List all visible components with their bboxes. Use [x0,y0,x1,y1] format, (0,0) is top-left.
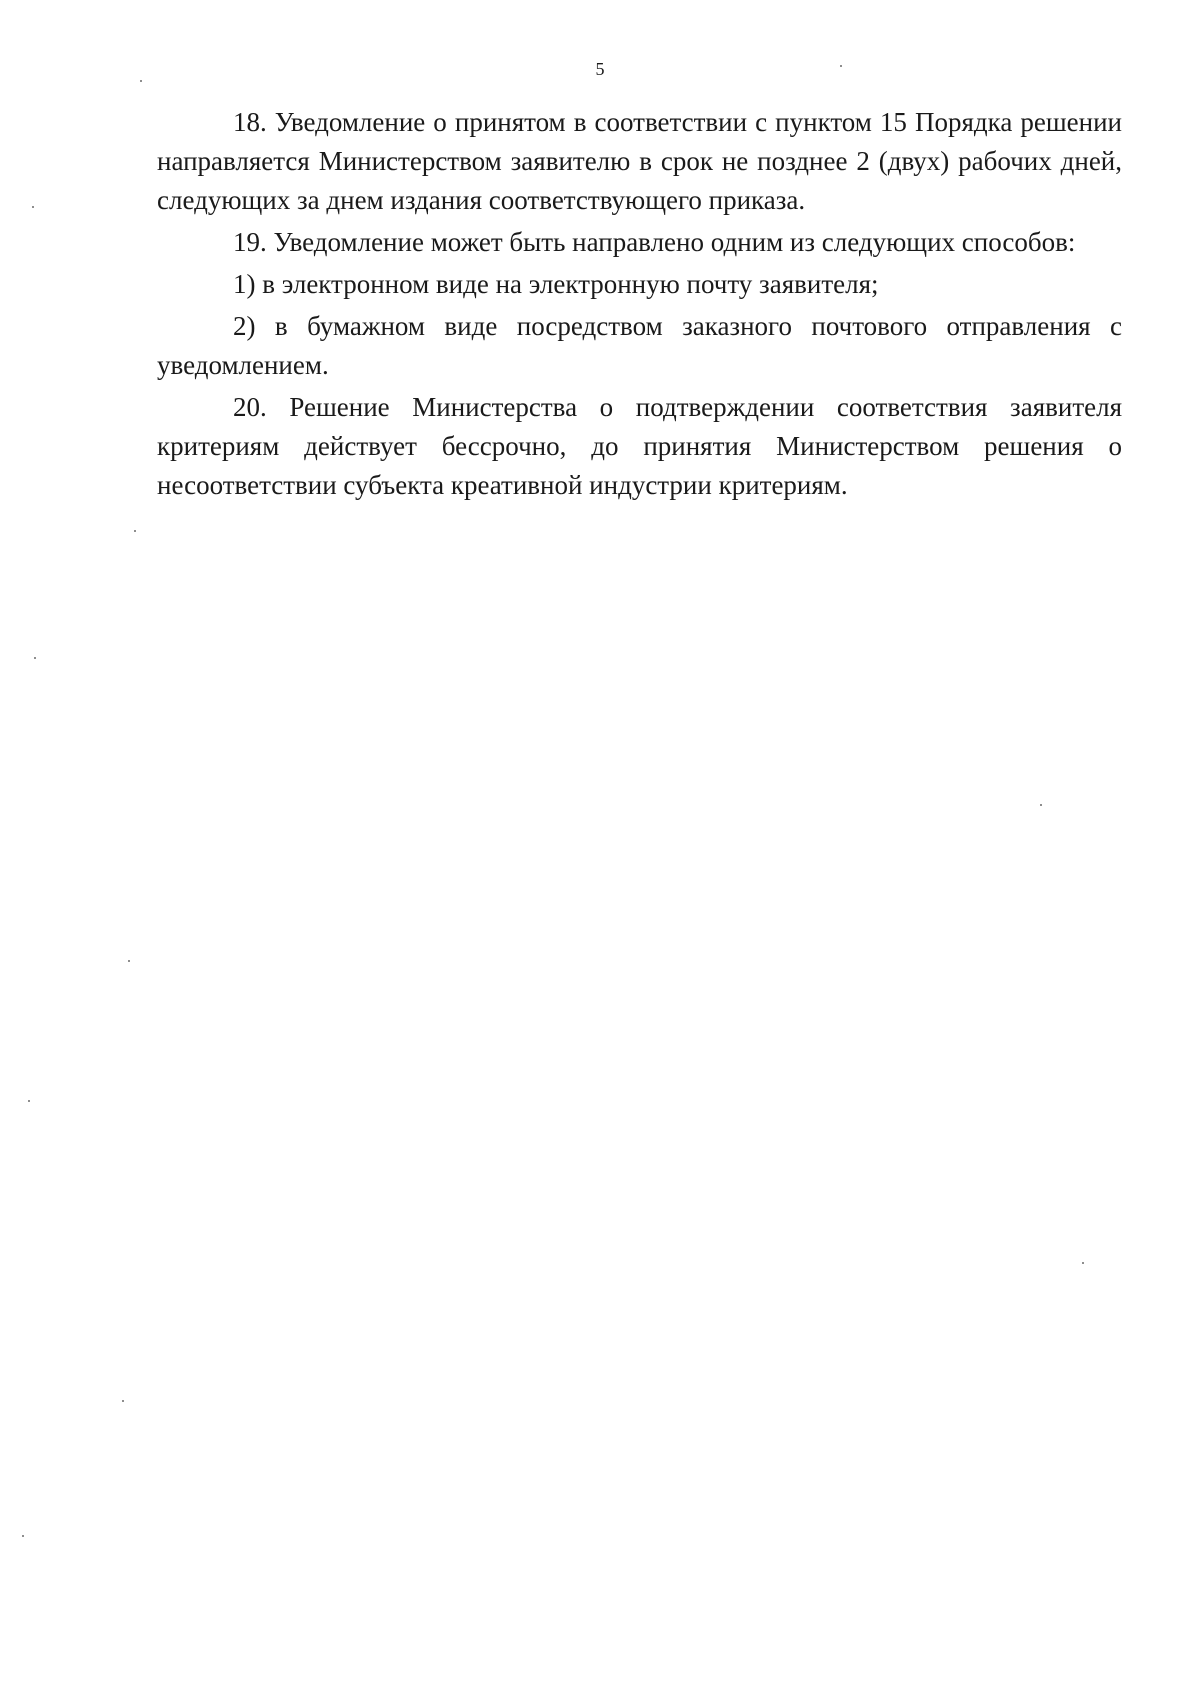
scan-speck [1082,1262,1084,1264]
scan-speck [122,1400,124,1402]
scan-speck [34,657,36,659]
scan-speck [32,206,34,208]
scan-speck [134,530,136,532]
document-body [157,103,1122,508]
scan-speck [140,80,142,82]
scan-speck [840,65,842,67]
list-item-2: 2) в бумажном виде посредством заказного почтового отправления с уведомлением. [157,311,1122,380]
paragraph-18: 18. Уведомление о принятом в соответствии с пунктом 15 Порядка решении направляется Министерством заявителю в срок не позднее 2 (двух) рабочих дней, следующих за днем издания соответствующего приказа. [157,107,1122,215]
scan-speck [22,1535,24,1537]
scan-speck [28,1100,30,1102]
page-number: 5 [595,59,605,79]
paragraph-19: 19. Уведомление может быть направлено одним из следующих способов: [233,227,1076,257]
paragraph-20: 20. Решение Министерства о подтверждении соответствия заявителя критериям действует бессрочно, до принятия Министерством решения о несоответствии субъекта креативной индустрии критериям. [157,392,1122,500]
scan-speck [1040,804,1042,806]
scan-speck [128,960,130,962]
list-item-1: 1) в электронном виде на электронную почту заявителя; [233,269,879,299]
